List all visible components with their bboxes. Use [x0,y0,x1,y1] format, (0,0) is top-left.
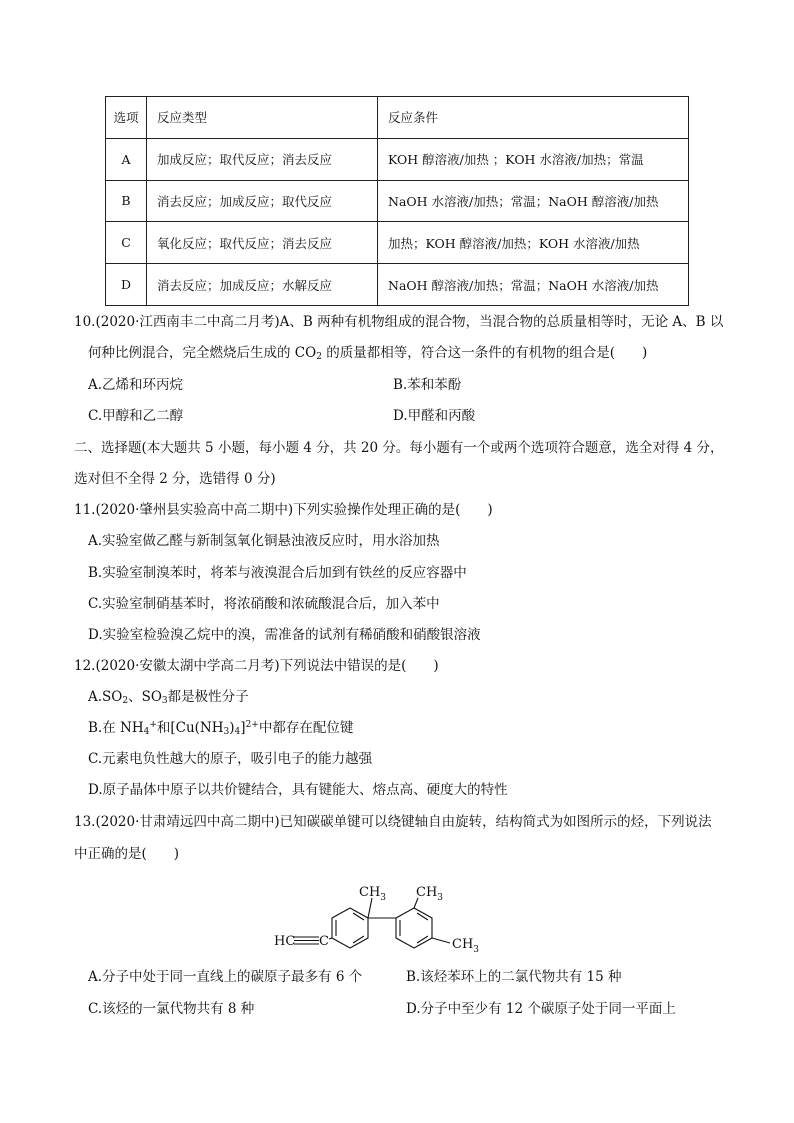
q10-option-b: B.苯和苯酚 [393,377,462,393]
q12a-subscript: 2 [122,696,129,706]
options-table [105,96,689,306]
section2-heading-line2: 选对但不全得 2 分，选错得 0 分) [74,471,276,487]
q12b-text: ) [229,720,235,736]
q10-option-a: A.乙烯和环丙烷 [88,377,184,393]
q10-stem-line2 [88,343,647,363]
mol-ch-text: CH [359,885,381,900]
mol-ch-text: CH [416,885,438,900]
q12b-text: 和[Cu(NH [156,720,224,736]
q12b-subscript: 3 [223,727,230,737]
header-reaction-type: 反应类型 [147,97,378,139]
q10-text: 的质量都相等，符合这一条件的有机物的组合是( ) [321,345,648,361]
q11-option-b: B.实验室制溴苯时，将苯与液溴混合后加到有铁丝的反应容器中 [88,565,467,581]
row-reaction-condition: NaOH 醇溶液/加热；常温；NaOH 水溶液/加热 [378,264,689,306]
mol-sub3: 3 [473,945,480,955]
row-reaction-type: 加成反应；取代反应；消去反应 [147,138,378,180]
header-option: 选项 [106,97,147,139]
section2-heading-line1: 二、选择题(本大题共 5 小题，每小题 4 分，共 20 分。每小题有一个或两个选项符合题意，选全对得 4 分， [74,440,724,456]
row-label: B [106,180,147,222]
q12a-text: 都是极性分子 [167,689,249,705]
row-reaction-type: 消去反应；加成反应；水解反应 [147,264,378,306]
q12b-superscript: 2+ [245,720,259,730]
row-reaction-condition: NaOH 水溶液/加热；常温；NaOH 醇溶液/加热 [378,180,689,222]
row-label: A [106,138,147,180]
row-reaction-type: 消去反应；加成反应；取代反应 [147,180,378,222]
table-row [106,222,689,264]
q12-option-c: C.元素电负性越大的原子，吸引电子的能力越强 [88,751,373,767]
row-label: D [106,264,147,306]
q11-stem: 11.(2020·肇州县实验高中高二期中)下列实验操作处理正确的是( ) [74,502,493,518]
mol-ch3-label [416,885,443,903]
mol-sub3: 3 [380,893,387,903]
q10-stem-line1: 10.(2020·江西南丰二中高二月考)A、B 两种有机物组成的混合物，当混合物的总质量相等时，无论 A、B 以 [74,314,724,330]
q12-option-b [88,718,353,738]
table-header-row [106,97,689,139]
q12a-text: A.SO [88,689,123,705]
q10-option-d: D.甲醛和丙酸 [393,408,476,424]
q10-text: 何种比例混合，完全燃烧后生成的 CO [88,345,317,361]
molecule-structure-diagram [270,876,500,956]
q12-option-d: D.原子晶体中原子以共价键结合，具有键能大、熔点高、硬度大的特性 [88,782,508,798]
q12b-text: ] [240,720,246,736]
mol-ch3-label [452,937,479,955]
q13-option-d: D.分子中至少有 12 个碳原子处于同一平面上 [406,1001,676,1017]
q13-stem-line1: 13.(2020·甘肃靖远四中高二期中)已知碳碳单键可以绕键轴自由旋转，结构简式为如图所示的烃，下列说法 [74,814,712,830]
mol-ch3-label [359,885,386,903]
table-row [106,264,689,306]
row-reaction-condition: 加热；KOH 醇溶液/加热；KOH 水溶液/加热 [378,222,689,264]
q10-option-c: C.甲醇和乙二醇 [88,408,184,424]
q13-option-a: A.分子中处于同一直线上的碳原子最多有 6 个 [88,969,363,985]
table-row [106,180,689,222]
row-reaction-type: 氧化反应；取代反应；消去反应 [147,222,378,264]
q12a-text: 、SO [128,689,162,705]
q11-option-a: A.实验室做乙醛与新制氢氧化铜悬浊液反应时，用水浴加热 [88,533,440,549]
q12b-subscript: 4 [143,727,150,737]
q12a-subscript: 3 [161,696,168,706]
q10-subscript: 2 [316,352,322,362]
q12b-text: B.在 NH [88,720,144,736]
header-reaction-condition: 反应条件 [378,97,689,139]
q12b-superscript: + [149,720,157,730]
q11-option-c: C.实验室制硝基苯时，将浓硝酸和浓硫酸混合后，加入苯中 [88,596,440,612]
row-reaction-condition: KOH 醇溶液/加热 ；KOH 水溶液/加热；常温 [378,138,689,180]
q11-option-d: D.实验室检验溴乙烷中的溴，需准备的试剂有稀硝酸和硝酸银溶液 [88,627,481,643]
q12-stem: 12.(2020·安徽太湖中学高二月考)下列说法中错误的是( ) [74,658,439,674]
row-label: C [106,222,147,264]
mol-c-label: C [319,934,329,949]
mol-sub3: 3 [437,893,444,903]
mol-ch-text: CH [452,937,474,952]
table-row [106,138,689,180]
mol-hc-label: HC [274,934,296,949]
q13-stem-line2: 中正确的是( ) [74,846,180,862]
q13-option-c: C.该烃的一氯代物共有 8 种 [88,1001,255,1017]
q13-option-b: B.该烃苯环上的二氯代物共有 15 种 [406,969,622,985]
q12b-subscript: 4 [234,727,241,737]
q12b-text: 中都存在配位键 [258,720,354,736]
q12-option-a [88,687,249,707]
